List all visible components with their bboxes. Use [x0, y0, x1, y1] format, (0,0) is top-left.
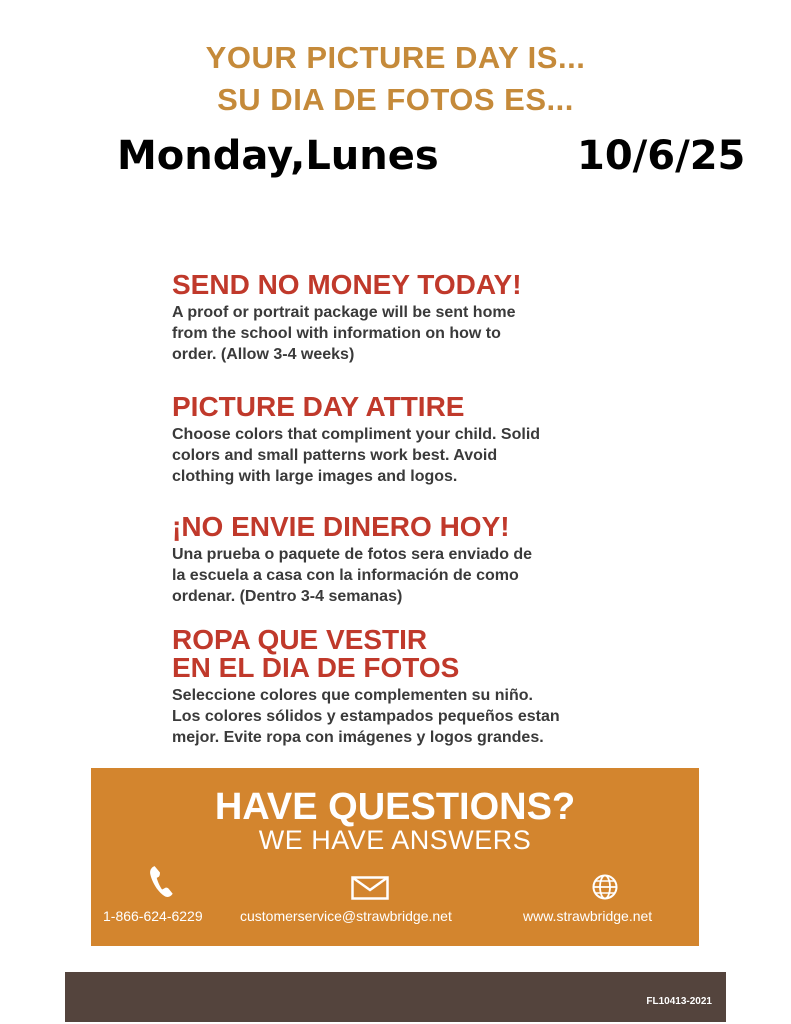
footer-bar	[65, 972, 726, 1022]
no-envie-dinero-text: Una prueba o paquete de fotos sera enviado de la escuela a casa con la información de como ordenar. (Dentro 3-4 semanas)	[172, 546, 533, 605]
email-address[interactable]: customerservice@strawbridge.net	[240, 908, 452, 924]
ropa-title: ROPA QUE VESTIR EN EL DIA DE FOTOS	[172, 624, 460, 683]
headline-english: YOUR PICTURE DAY IS...	[205, 40, 586, 75]
picture-day-weekday: Monday,Lunes	[117, 133, 439, 179]
picture-day-date: 10/6/25	[577, 133, 746, 179]
questions-title: HAVE QUESTIONS?	[214, 786, 576, 828]
no-envie-dinero-title: ¡NO ENVIE DINERO HOY!	[172, 511, 510, 542]
envelope-icon	[351, 876, 389, 905]
website-link[interactable]: www.strawbridge.net	[523, 908, 653, 924]
phone-icon	[148, 864, 174, 903]
ropa-text: Seleccione colores que complementen su niño. Los colores sólidos y estampados pequeños estan mejor. Evite ropa con imágenes y logos grandes.	[172, 687, 560, 746]
form-code: FL10413-2021	[646, 996, 712, 1007]
headline-spanish: SU DIA DE FOTOS ES...	[217, 82, 574, 117]
questions-subtitle: WE HAVE ANSWERS	[258, 825, 532, 855]
send-no-money-text: A proof or portrait package will be sent home from the school with information on how to order. (Allow 3-4 weeks)	[172, 304, 516, 363]
phone-number[interactable]: 1-866-624-6229	[103, 908, 203, 924]
attire-text: Choose colors that compliment your child. Solid colors and small patterns work best. Avoid clothing with large images and logos.	[172, 426, 541, 485]
globe-icon	[592, 874, 618, 905]
questions-banner	[91, 768, 699, 946]
attire-title: PICTURE DAY ATTIRE	[172, 391, 465, 422]
send-no-money-title: SEND NO MONEY TODAY!	[172, 269, 522, 300]
